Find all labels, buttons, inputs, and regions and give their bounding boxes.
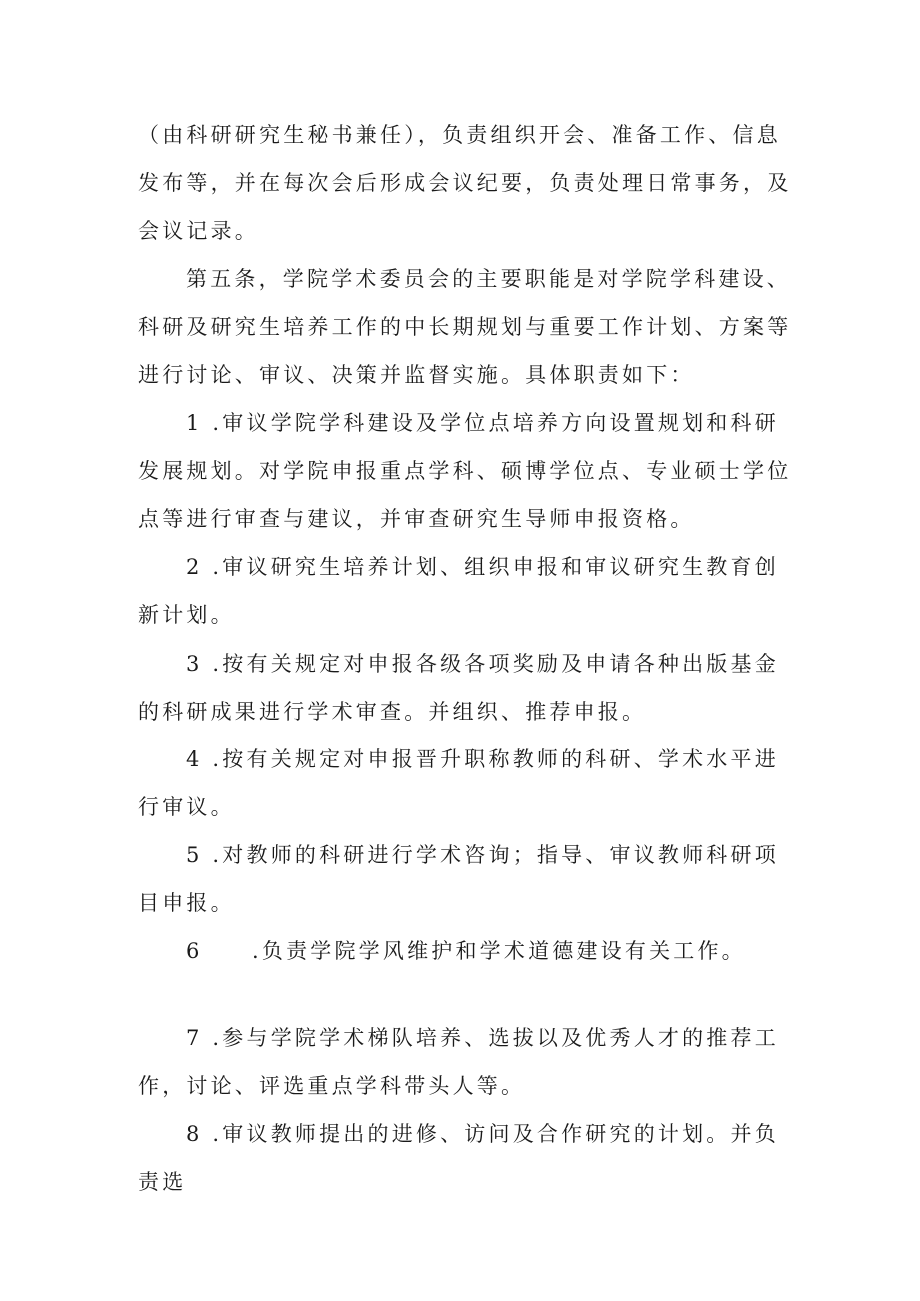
list-item-6-text: .负责学院学风维护和学术道德建设有关工作。 — [252, 939, 746, 963]
paragraph-secretary-duties: （由科研研究生秘书兼任），负责组织开会、准备工作、信息发布等，并在每次会后形成会议纪要，负责处理日常事务，及会议记录。 — [138, 123, 792, 243]
list-item-6-number: 6 — [186, 939, 203, 963]
list-item-4: 4 .按有关规定对申报晋升职称教师的科研、学术水平进行审议。 — [138, 747, 779, 819]
list-item-5: 5 .对教师的科研进行学术咨询；指导、审议教师科研项目申报。 — [138, 843, 779, 915]
list-item-2: 2 .审议研究生培养计划、组织申报和审议研究生教育创新计划。 — [138, 555, 779, 627]
paragraph-article-five: 第五条，学院学术委员会的主要职能是对学院学科建设、科研及研究生培养工作的中长期规划与重要工作计划、方案等进行讨论、审议、决策并监督实施。具体职责如下： — [138, 267, 792, 387]
list-item-7: 7 .参与学院学术梯队培养、选拔以及优秀人才的推荐工作，讨论、评选重点学科带头人等。 — [138, 1026, 779, 1098]
list-item-3: 3 .按有关规定对申报各级各项奖励及申请各种出版基金的科研成果进行学术审查。并组织、推荐申报。 — [138, 652, 779, 724]
list-item-8: 8 .审议教师提出的进修、访问及合作研究的计划。并负责选 — [138, 1122, 779, 1194]
list-item-6 — [138, 927, 792, 975]
list-item-1: 1 .审议学院学科建设及学位点培养方向设置规划和科研发展规划。对学院申报重点学科、硕博学位点、专业硕士学位点等进行审查与建议，并审查研究生导师申报资格。 — [138, 411, 792, 531]
